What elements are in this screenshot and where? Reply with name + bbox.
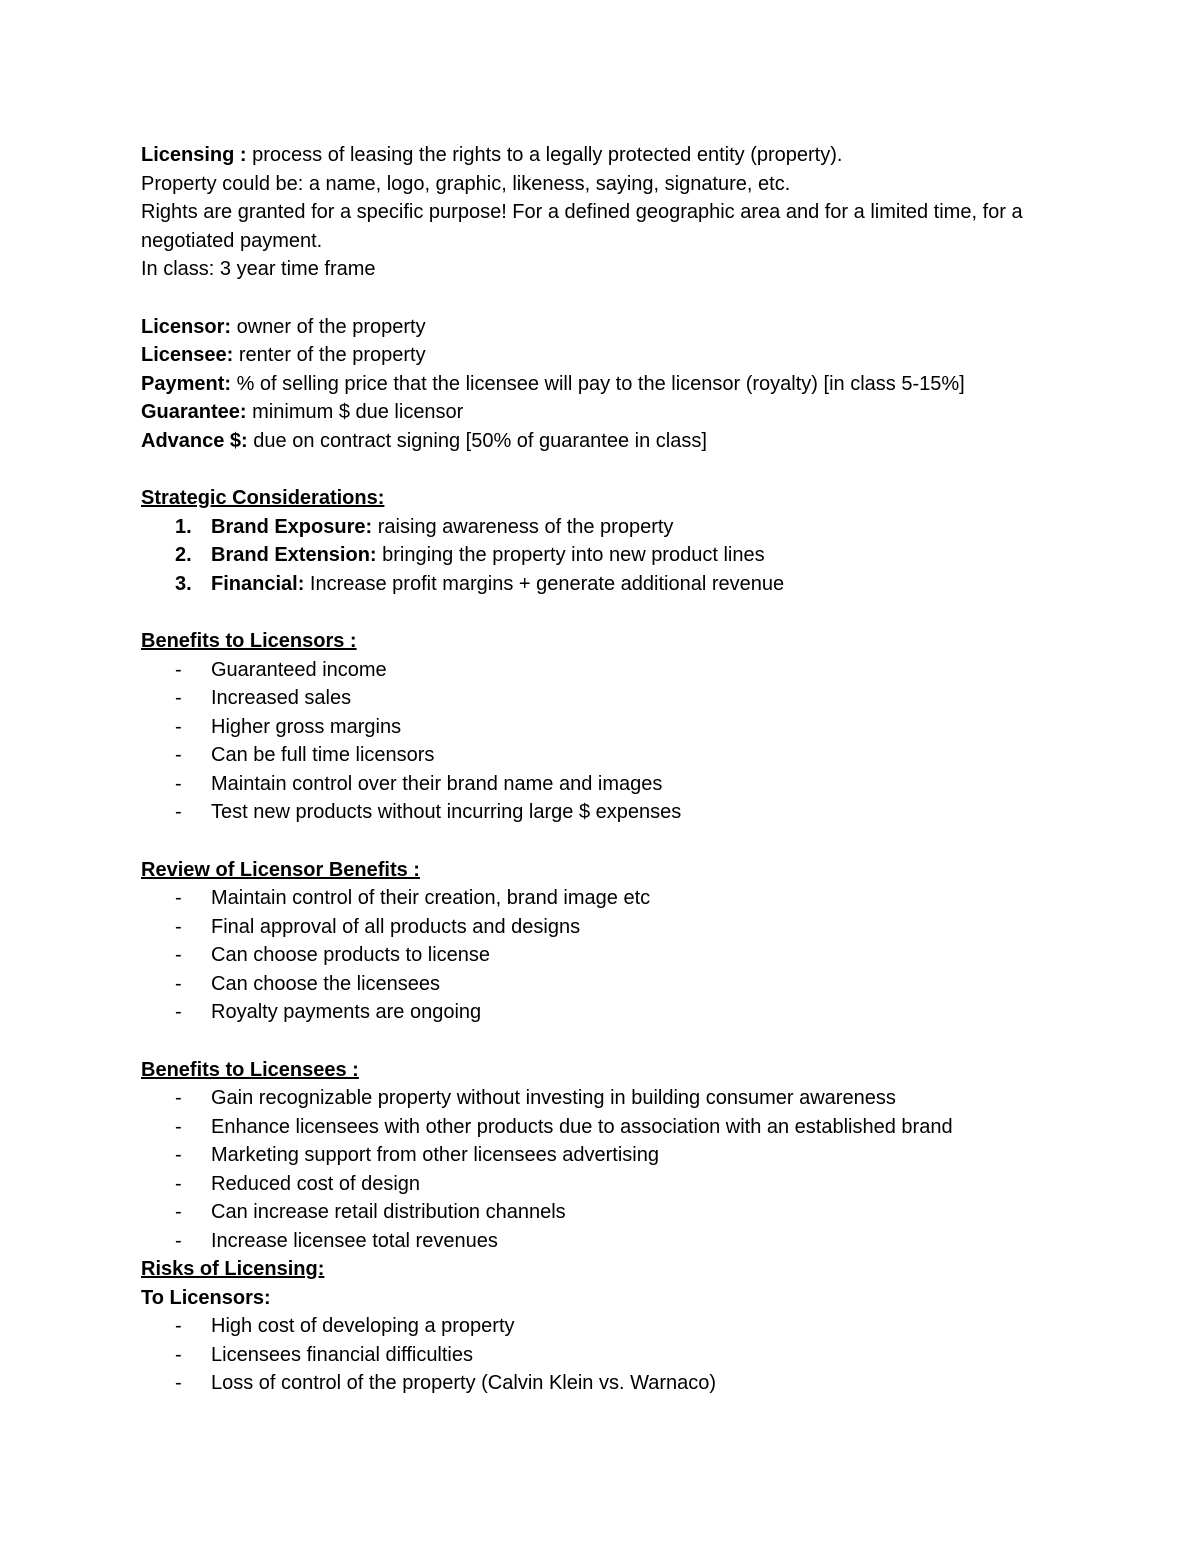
dash-bullet: - <box>175 1372 182 1394</box>
item-text: High cost of developing a property <box>211 1315 515 1337</box>
list-item <box>141 941 1061 970</box>
dash-bullet: - <box>175 1229 182 1252</box>
definition-text: owner of the property <box>231 315 426 338</box>
list-item <box>141 684 1061 713</box>
risks-list <box>141 1312 1061 1398</box>
spacer <box>141 284 1061 313</box>
list-item <box>141 1341 1061 1370</box>
list-item <box>141 513 1061 542</box>
list-item <box>141 570 1061 599</box>
item-text: Enhance licensees with other products due to association with an established brand <box>211 1115 953 1138</box>
rights-line: Rights are granted for a specific purpose! For a defined geographic area and for a limited time, for a negotiated payment. <box>141 201 1023 252</box>
strategic-heading: Strategic Considerations: <box>141 487 385 509</box>
dash-bullet: - <box>175 801 182 823</box>
benefits-licensors-heading: Benefits to Licensors : <box>141 630 357 652</box>
list-item <box>141 1141 1061 1170</box>
list-item <box>141 884 1061 913</box>
item-text: Can be full time licensors <box>211 744 435 766</box>
dash-bullet: - <box>175 1201 182 1223</box>
definition-term: Advance $: <box>141 429 248 452</box>
dash-bullet: - <box>175 915 182 938</box>
list-item <box>141 1369 1061 1398</box>
item-text: Increase profit margins + generate additional revenue <box>304 572 785 595</box>
item-text: Can increase retail distribution channels <box>211 1201 566 1223</box>
definition-text: % of selling price that the licensee will pay to the licensor (royalty) [in class 5-15%] <box>231 372 965 395</box>
list-item <box>141 713 1061 742</box>
definition-text: renter of the property <box>233 344 426 366</box>
dash-bullet: - <box>175 772 182 795</box>
benefits-licensors-list <box>141 656 1061 827</box>
licensing-def-text: process of leasing the rights to a legally protected entity (property). <box>246 144 843 166</box>
definition-text: due on contract signing [50% of guarantee in class] <box>247 429 707 452</box>
list-item <box>141 998 1061 1027</box>
dash-bullet: - <box>175 1001 182 1023</box>
class-line: In class: 3 year time frame <box>141 258 376 280</box>
dash-bullet: - <box>175 887 182 909</box>
list-item <box>141 656 1061 685</box>
definition-advance <box>141 427 1061 456</box>
definition-text: minimum $ due licensor <box>246 401 464 423</box>
dash-bullet: - <box>175 715 182 738</box>
item-term: Brand Exposure: <box>211 515 373 538</box>
dash-bullet: - <box>175 944 182 966</box>
list-item <box>141 1198 1061 1227</box>
item-text: Higher gross margins <box>211 715 402 738</box>
list-item <box>141 541 1061 570</box>
spacer <box>141 598 1061 627</box>
item-text: Marketing support from other licensees advertising <box>211 1144 659 1166</box>
item-text: bringing the property into new product lines <box>376 544 765 566</box>
item-text: Maintain control over their brand name and images <box>211 772 663 795</box>
document-body <box>141 141 1061 1398</box>
dash-bullet: - <box>175 687 182 709</box>
list-number: 3. <box>175 572 192 595</box>
item-term: Brand Extension: <box>211 544 377 566</box>
spacer <box>141 827 1061 856</box>
list-item <box>141 1227 1061 1256</box>
dash-bullet: - <box>175 972 182 995</box>
list-number: 1. <box>175 515 192 538</box>
list-item <box>141 970 1061 999</box>
item-text: Can choose products to license <box>211 944 491 966</box>
dash-bullet: - <box>175 1144 182 1166</box>
strategic-list <box>141 513 1061 599</box>
list-item <box>141 770 1061 799</box>
definition-term: Licensor: <box>141 315 232 338</box>
list-item <box>141 1170 1061 1199</box>
list-item <box>141 741 1061 770</box>
item-text: Gain recognizable property without investing in building consumer awareness <box>211 1087 896 1109</box>
item-text: Guaranteed income <box>211 658 387 681</box>
item-text: raising awareness of the property <box>372 515 674 538</box>
property-line: Property could be: a name, logo, graphic, likeness, saying, signature, etc. <box>141 172 791 195</box>
dash-bullet: - <box>175 1343 182 1366</box>
spacer <box>141 1027 1061 1056</box>
dash-bullet: - <box>175 1315 182 1337</box>
dash-bullet: - <box>175 1172 182 1195</box>
item-text: Can choose the licensees <box>211 972 441 995</box>
dash-bullet: - <box>175 744 182 766</box>
definition-licensor <box>141 313 1061 342</box>
licensing-term: Licensing : <box>141 144 247 166</box>
risks-subheading <box>141 1284 1061 1313</box>
item-text: Test new products without incurring large $ expenses <box>211 801 682 823</box>
risks-heading: Risks of Licensing: <box>141 1258 325 1280</box>
definition-term: Licensee: <box>141 344 234 366</box>
definitions-list <box>141 313 1061 456</box>
item-text: Licensees financial difficulties <box>211 1343 474 1366</box>
review-benefits-heading: Review of Licensor Benefits : <box>141 858 420 881</box>
definition-licensee <box>141 341 1061 370</box>
review-benefits-list <box>141 884 1061 1027</box>
licensing-definition <box>141 141 1061 170</box>
item-text: Increased sales <box>211 687 352 709</box>
dash-bullet: - <box>175 658 182 681</box>
item-text: Reduced cost of design <box>211 1172 421 1195</box>
item-text: Final approval of all products and designs <box>211 915 581 938</box>
item-text: Royalty payments are ongoing <box>211 1001 482 1023</box>
risks-subheading-text: To Licensors: <box>141 1286 271 1309</box>
item-text: Loss of control of the property (Calvin Klein vs. Warnaco) <box>211 1372 717 1394</box>
list-number: 2. <box>175 544 192 566</box>
benefits-licensees-heading: Benefits to Licensees : <box>141 1058 359 1081</box>
definition-term: Guarantee: <box>141 401 247 423</box>
definition-guarantee <box>141 398 1061 427</box>
definition-payment <box>141 370 1061 399</box>
list-item <box>141 1084 1061 1113</box>
list-item <box>141 798 1061 827</box>
item-text: Maintain control of their creation, brand image etc <box>211 887 651 909</box>
item-term: Financial: <box>211 572 305 595</box>
benefits-licensees-list <box>141 1084 1061 1255</box>
definition-term: Payment: <box>141 372 232 395</box>
item-text: Increase licensee total revenues <box>211 1229 498 1252</box>
dash-bullet: - <box>175 1115 182 1138</box>
list-item <box>141 1312 1061 1341</box>
dash-bullet: - <box>175 1087 182 1109</box>
list-item <box>141 1113 1061 1142</box>
list-item <box>141 913 1061 942</box>
spacer <box>141 455 1061 484</box>
